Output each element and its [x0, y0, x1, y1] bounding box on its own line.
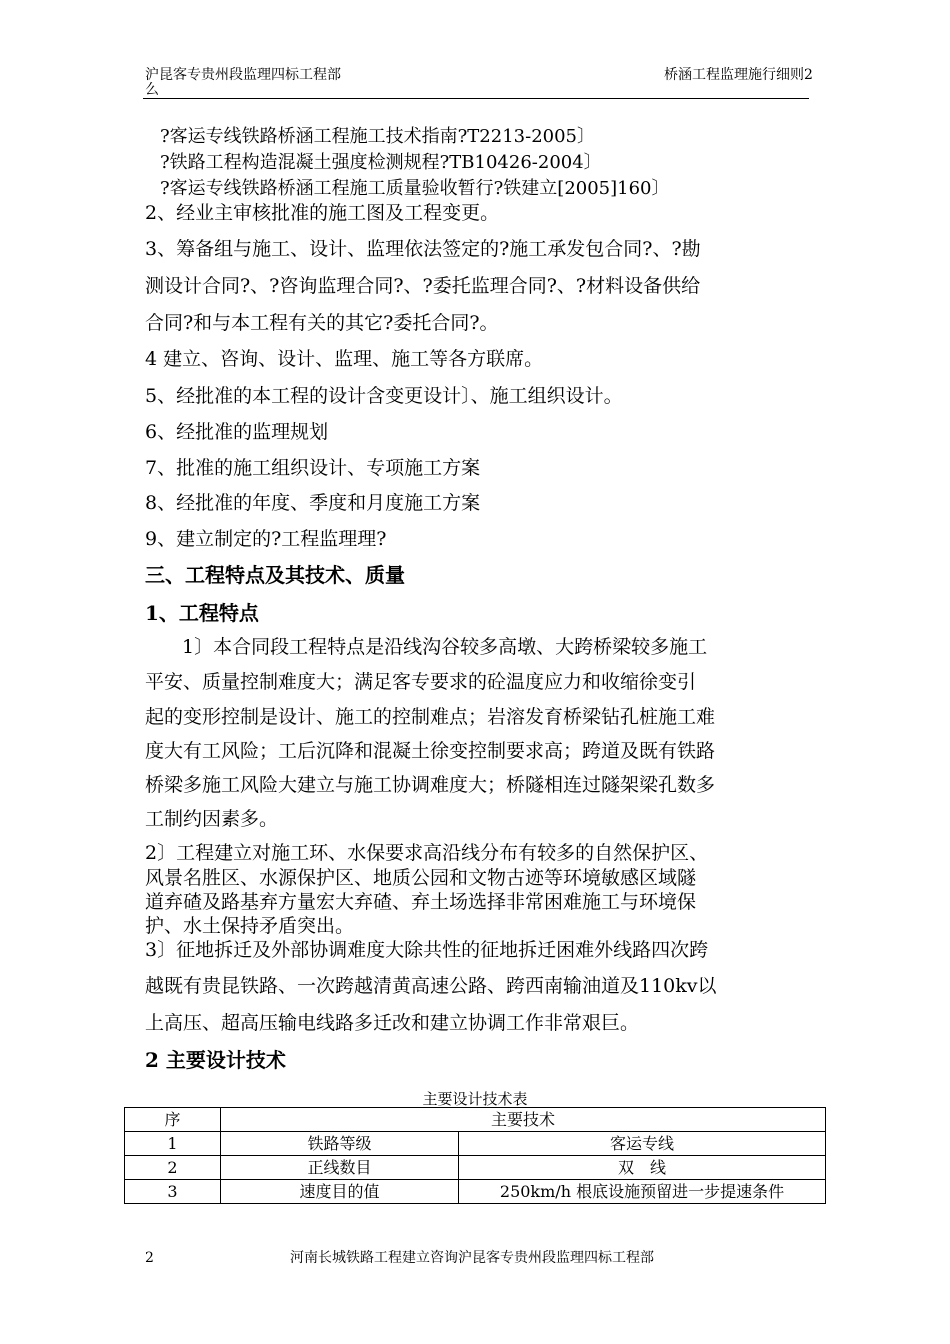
basis-item-cont: 合同?和与本工程有关的其它?委托合同?。 [145, 312, 499, 334]
header-cell-tech: 主要技术 [221, 1108, 826, 1132]
paragraph-line: 护、水土保持矛盾突出。 [145, 915, 355, 937]
table-cell: 1 [125, 1132, 221, 1156]
table-cell: 铁路等级 [221, 1132, 459, 1156]
table-header-row [125, 1108, 826, 1132]
table-cell: 250km/h 根底设施预留进一步提速条件 [459, 1180, 826, 1204]
ref-item: ?铁路工程构造混凝土强度检测规程?TB10426-2004〕 [160, 152, 602, 173]
paragraph-line: 风景名胜区、水源保护区、地质公园和文物古迹等环境敏感区域隧 [145, 867, 697, 889]
paragraph-line: 起的变形控制是设计、施工的控制难点；岩溶发育桥梁钻孔桩施工难 [145, 706, 716, 728]
basis-item: 7、批准的施工组织设计、专项施工方案 [145, 457, 481, 479]
basis-item-cont: 测设计合同?、?咨询监理合同?、?委托监理合同?、?材料设备供给 [145, 275, 701, 297]
basis-item: 4 建立、咨询、设计、监理、施工等各方联席。 [145, 348, 544, 370]
table-row [125, 1156, 826, 1180]
table-cell: 双 线 [459, 1156, 826, 1180]
footer-page-number: 2 [145, 1250, 154, 1266]
header-page-number: 2 [804, 67, 813, 83]
table-row [125, 1132, 826, 1156]
ref-item: ?客运专线铁路桥涵工程施工质量验收暂行?铁建立[2005]160〕 [160, 178, 670, 199]
header-org-cont: 么 [145, 82, 159, 98]
footer-org: 河南长城铁路工程建立咨询沪昆客专贵州段监理四标工程部 [290, 1250, 654, 1266]
table-cell: 2 [125, 1156, 221, 1180]
section-heading: 三、工程特点及其技术、质量 [145, 563, 405, 587]
basis-item: 8、经批准的年度、季度和月度施工方案 [145, 492, 481, 514]
basis-item: 9、建立制定的?工程监理理? [145, 528, 387, 550]
table-cell: 正线数目 [221, 1156, 459, 1180]
basis-item: 5、经批准的本工程的设计含变更设计〕、施工组织设计。 [145, 385, 623, 407]
paragraph-line: 上高压、超高压输电线路多迁改和建立协调工作非常艰巨。 [145, 1012, 640, 1034]
table-cell: 客运专线 [459, 1132, 826, 1156]
table-cell: 3 [125, 1180, 221, 1204]
header-cell-index: 序 [125, 1108, 221, 1132]
basis-item: 6、经批准的监理规划 [145, 421, 329, 443]
paragraph-line: 3〕征地拆迁及外部协调难度大除共性的征地拆迁困难外线路四次跨 [145, 939, 709, 961]
basis-item: 2、经业主审核批准的施工图及工程变更。 [145, 202, 500, 224]
table-cell: 速度目的值 [221, 1180, 459, 1204]
paragraph-line: 度大有工风险；工后沉降和混凝土徐变控制要求高；跨道及既有铁路 [145, 740, 716, 762]
header-org: 沪昆客专贵州段监理四标工程部 [145, 67, 341, 83]
paragraph-line: 2〕工程建立对施工环、水保要求高沿线分布有较多的自然保护区、 [145, 842, 709, 864]
subsection-heading: 2 主要设计技术 [145, 1048, 286, 1072]
paragraph-line: 工制约因素多。 [145, 808, 279, 830]
spec-table [124, 1107, 826, 1204]
paragraph-line: 1〕本合同段工程特点是沿线沟谷较多高墩、大跨桥梁较多施工 [182, 636, 708, 658]
paragraph-line: 道弃碴及路基弃方量宏大弃碴、弃土场选择非常困难施工与环境保 [145, 891, 697, 913]
basis-item: 3、筹备组与施工、设计、监理依法签定的?施工承发包合同?、?勘 [145, 238, 701, 260]
table-row [125, 1180, 826, 1204]
table-caption: 主要设计技术表 [422, 1090, 528, 1108]
ref-item: ?客运专线铁路桥涵工程施工技术指南?T2213-2005〕 [160, 126, 596, 147]
subsection-heading: 1、工程特点 [145, 601, 259, 625]
paragraph-line: 桥梁多施工风险大建立与施工协调难度大；桥隧相连过隧架梁孔数多 [145, 774, 716, 796]
paragraph-line: 平安、质量控制难度大；满足客专要求的砼温度应力和收缩徐变引 [145, 671, 697, 693]
header-doc-title: 桥涵工程监理施行细则2 [664, 67, 813, 83]
header-rule [143, 98, 809, 99]
paragraph-line: 越既有贵昆铁路、一次跨越清黄高速公路、跨西南输油道及110kv以 [145, 975, 717, 997]
